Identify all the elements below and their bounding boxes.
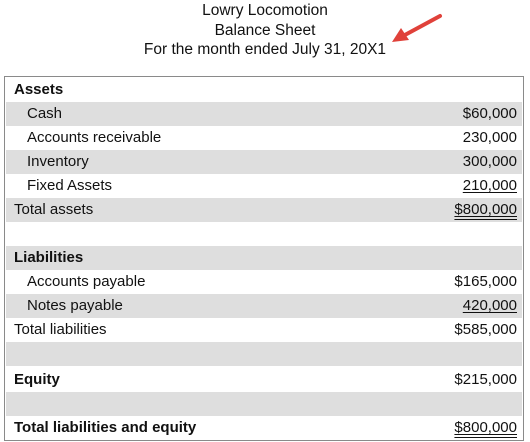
section-heading-assets — [6, 78, 522, 102]
table-row-total-assets — [6, 198, 522, 222]
table-row-accounts-payable — [6, 270, 522, 294]
row-label: Liabilities — [14, 249, 84, 266]
row-label: Inventory — [27, 153, 89, 170]
row-label: Accounts receivable — [27, 129, 162, 146]
section-heading-liabilities — [6, 246, 522, 270]
row-label: Fixed Assets — [27, 177, 113, 194]
row-amount: 420,000 — [462, 297, 517, 314]
spacer-row — [6, 342, 522, 366]
row-amount: 300,000 — [462, 153, 517, 170]
row-amount: $585,000 — [454, 321, 517, 338]
statement-period: For the month ended July 31, 20X1 — [143, 41, 387, 58]
spacer-row — [6, 222, 522, 246]
statement-header — [0, 1, 530, 60]
spacer-row — [6, 392, 522, 416]
row-amount: $800,000 — [454, 201, 517, 218]
row-label: Accounts payable — [27, 273, 146, 290]
row-amount: 230,000 — [462, 129, 517, 146]
red-arrow-icon — [388, 12, 448, 46]
row-label: Cash — [27, 105, 63, 122]
table-row-inventory — [6, 150, 522, 174]
row-amount: $800,000 — [454, 419, 517, 436]
balance-sheet-table — [4, 76, 524, 441]
table-row-cash — [6, 102, 522, 126]
table-row-fixed-assets — [6, 174, 522, 198]
row-amount: $60,000 — [462, 105, 517, 122]
section-heading-equity — [6, 368, 522, 392]
row-label: Equity — [14, 371, 60, 388]
table-row-notes-payable — [6, 294, 522, 318]
table-row-total-liabilities — [6, 318, 522, 342]
row-label: Assets — [14, 81, 64, 98]
row-label: Notes payable — [27, 297, 123, 314]
row-label: Total assets — [14, 201, 94, 218]
table-row-total-liabilities-and-equity — [6, 416, 522, 440]
row-amount: $165,000 — [454, 273, 517, 290]
company-name: Lowry Locomotion — [202, 2, 328, 19]
row-amount: 210,000 — [462, 177, 517, 194]
row-label: Total liabilities — [14, 321, 107, 338]
row-label: Total liabilities and equity — [14, 419, 197, 436]
row-amount: $215,000 — [454, 371, 517, 388]
table-row-accounts-receivable — [6, 126, 522, 150]
statement-title: Balance Sheet — [214, 21, 316, 39]
